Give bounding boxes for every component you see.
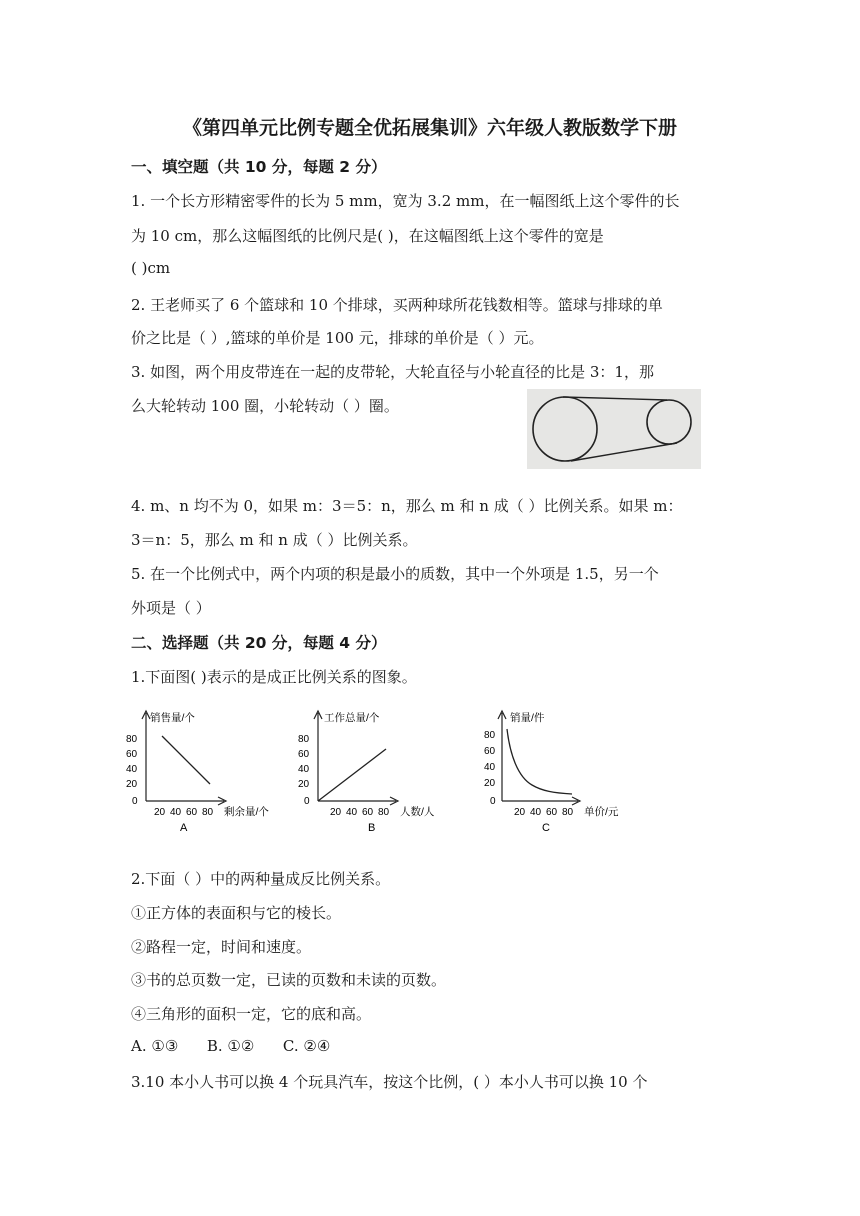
graph-c-xtick: 60 (546, 807, 558, 818)
graph-a-xtick: 80 (202, 807, 214, 818)
q3-line2: 么大轮转动 100 圈，小轮转动（ ）圈。 (131, 397, 399, 415)
graph-c-xtick: 20 (514, 807, 526, 818)
s2-q1: 1.下面图( )表示的是成正比例关系的图象。 (131, 668, 417, 686)
graph-c-ytick: 20 (484, 778, 496, 789)
graph-c (470, 705, 650, 835)
graph-a-ylabel: 销售量/个 (150, 712, 195, 724)
s2-q2-item2: ②路程一定，时间和速度。 (131, 938, 312, 956)
q2-line2: 价之比是（ ）,篮球的单价是 100 元，排球的单价是（ ）元。 (131, 329, 544, 347)
q2-line1: 2. 王老师买了 6 个篮球和 10 个排球，买两种球所花钱数相等。篮球与排球的单 (131, 296, 663, 314)
graph-b-xtick: 40 (346, 807, 358, 818)
graph-b-ytick: 40 (298, 764, 310, 775)
graph-b (298, 705, 478, 835)
graph-c-ytick: 80 (484, 730, 496, 741)
graph-a-ytick: 60 (126, 749, 138, 760)
graph-a-xtick: 20 (154, 807, 166, 818)
s2-q2-item4: ④三角形的面积一定，它的底和高。 (131, 1005, 372, 1023)
graph-c-xtick: 40 (530, 807, 542, 818)
q3-line1: 3. 如图，两个用皮带连在一起的皮带轮，大轮直径与小轮直径的比是 3：1，那 (131, 363, 654, 381)
graph-b-ytick: 60 (298, 749, 310, 760)
s2-q2-options: A. ①③ B. ①② C. ②④ (131, 1037, 331, 1055)
graph-b-xtick: 80 (378, 807, 390, 818)
graph-a-xtick: 40 (170, 807, 182, 818)
graph-a-xlabel: 剩余量/个 (224, 806, 269, 818)
graph-c-ylabel: 销量/件 (510, 712, 545, 724)
section2-heading: 二、选择题（共 20 分，每题 4 分） (131, 634, 387, 652)
graph-c-ytick: 40 (484, 762, 496, 773)
graph-b-xlabel: 人数/人 (400, 806, 435, 818)
graph-a-caption: A (180, 822, 188, 834)
q1-line1: 1. 一个长方形精密零件的长为 5 mm，宽为 3.2 mm，在一幅图纸上这个零件的长 (131, 192, 680, 210)
s2-q2-item3: ③书的总页数一定，已读的页数和未读的页数。 (131, 971, 447, 989)
q4-line2: 3＝n：5，那么 m 和 n 成（ ）比例关系。 (131, 531, 418, 549)
belt-pulley-figure (527, 389, 701, 469)
document-title: 《第四单元比例专题全优拓展集训》六年级人教版数学下册 (182, 117, 677, 139)
graph-a-xtick: 60 (186, 807, 198, 818)
graph-c-xtick: 80 (562, 807, 574, 818)
graph-c-ytick: 0 (490, 796, 496, 807)
section1-heading: 一、填空题（共 10 分，每题 2 分） (131, 158, 387, 176)
graph-a-ytick: 20 (126, 779, 138, 790)
graph-b-xtick: 20 (330, 807, 342, 818)
graph-b-ytick: 20 (298, 779, 310, 790)
q4-line1: 4. m、n 均不为 0，如果 m：3＝5：n，那么 m 和 n 成（ ）比例关系。如果 m： (131, 497, 683, 515)
graph-b-xtick: 60 (362, 807, 374, 818)
q5-line1: 5. 在一个比例式中，两个内项的积是最小的质数，其中一个外项是 1.5，另一个 (131, 565, 659, 583)
s2-q2-item1: ①正方体的表面积与它的棱长。 (131, 904, 342, 922)
graph-c-ytick: 60 (484, 746, 496, 757)
graph-b-ytick: 80 (298, 734, 310, 745)
graph-c-caption: C (542, 822, 550, 834)
graph-a (126, 705, 306, 835)
s2-q2-stem: 2.下面（ ）中的两种量成反比例关系。 (131, 870, 391, 888)
graph-a-ytick: 40 (126, 764, 138, 775)
graph-b-ytick: 0 (304, 796, 310, 807)
q1-line3: ( )cm (131, 259, 171, 277)
graph-b-caption: B (368, 822, 376, 834)
graph-a-ytick: 80 (126, 734, 138, 745)
graph-a-ytick: 0 (132, 796, 138, 807)
s2-q3: 3.10 本小人书可以换 4 个玩具汽车，按这个比例，( ）本小人书可以换 10 个 (131, 1073, 648, 1091)
q5-line2: 外项是（ ） (131, 599, 211, 617)
graph-c-xlabel: 单价/元 (584, 806, 619, 818)
q1-line2: 为 10 cm，那么这幅图纸的比例尺是( )，在这幅图纸上这个零件的宽是 (131, 227, 604, 245)
graph-b-ylabel: 工作总量/个 (324, 712, 380, 724)
